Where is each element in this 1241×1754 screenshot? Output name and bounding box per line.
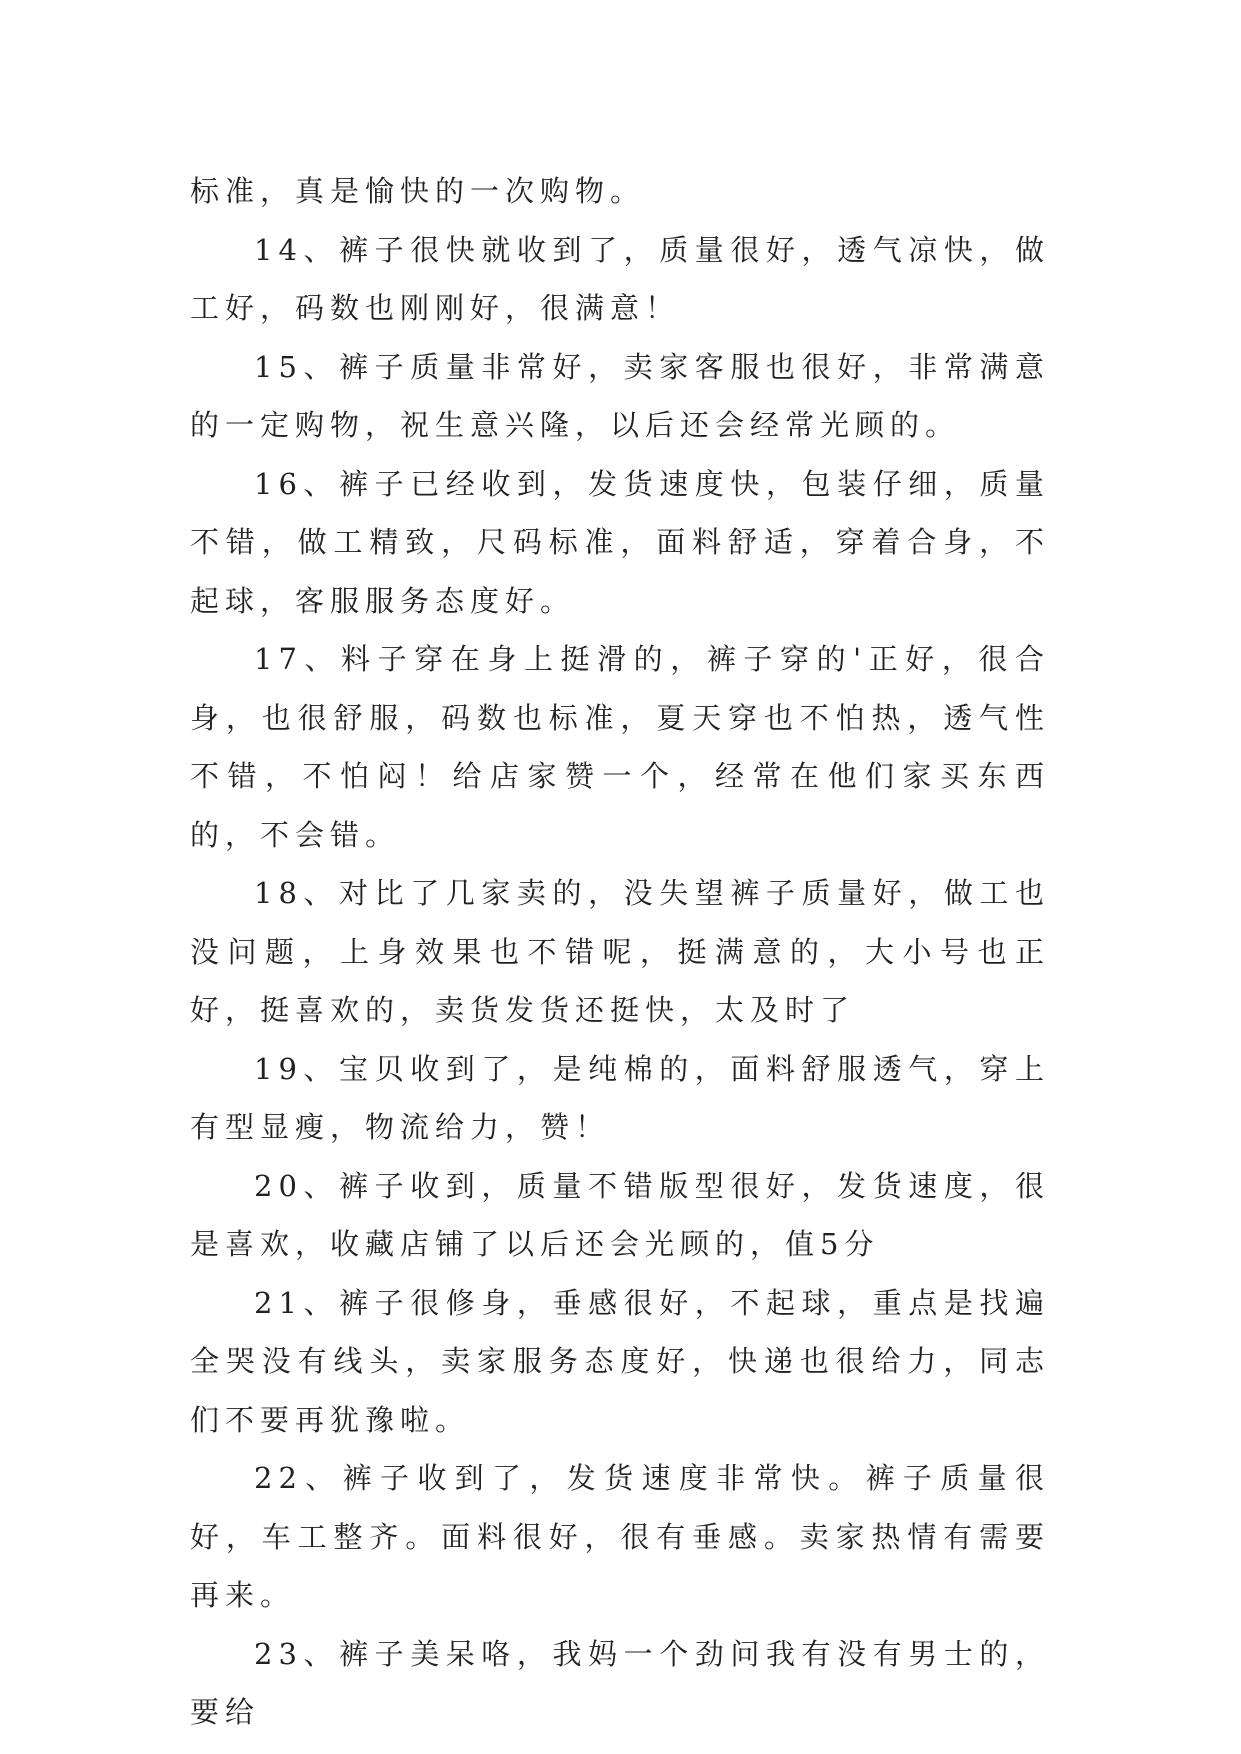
review-item-15: 15、裤子质量非常好，卖家客服也很好，非常满意的一定购物，祝生意兴隆，以后还会经常光顾的。 bbox=[190, 349, 1050, 442]
review-item-17: 17、料子穿在身上挺滑的，裤子穿的'正好，很合身，也很舒服，码数也标准，夏天穿也不怕热，透气性不错，不怕闷！给店家赞一个，经常在他们家买东西的，不会错。 bbox=[190, 642, 1050, 852]
review-item-21: 21、裤子很修身，垂感很好，不起球，重点是找遍全哭没有线头，卖家服务态度好，快递也很给力，同志们不要再犹豫啦。 bbox=[190, 1285, 1050, 1437]
review-item-20: 20、裤子收到，质量不错版型很好，发货速度，很是喜欢，收藏店铺了以后还会光顾的，值5分 bbox=[190, 1168, 1050, 1261]
review-item-22: 22、裤子收到了，发货速度非常快。裤子质量很好，车工整齐。面料很好，很有垂感。卖家热情有需要再来。 bbox=[190, 1461, 1050, 1612]
review-item-19: 19、宝贝收到了，是纯棉的，面料舒服透气，穿上有型显瘦，物流给力，赞！ bbox=[190, 1051, 1050, 1144]
document-body bbox=[190, 162, 1050, 1742]
paragraph-continuation: 标准，真是愉快的一次购物。 bbox=[190, 174, 646, 208]
review-item-16: 16、裤子已经收到，发货速度快，包装仔细，质量不错，做工精致，尺码标准，面料舒适，穿着合身，不起球，客服服务态度好。 bbox=[190, 466, 1050, 618]
review-item-14: 14、裤子很快就收到了，质量很好，透气凉快，做工好，码数也刚刚好，很满意！ bbox=[190, 232, 1050, 325]
review-item-23: 23、裤子美呆咯，我妈一个劲问我有没有男士的，要给 bbox=[190, 1636, 1050, 1729]
review-item-18: 18、对比了几家卖的，没失望裤子质量好，做工也没问题，上身效果也不错呢，挺满意的，大小号也正好，挺喜欢的，卖货发货还挺快，太及时了 bbox=[190, 876, 1050, 1027]
